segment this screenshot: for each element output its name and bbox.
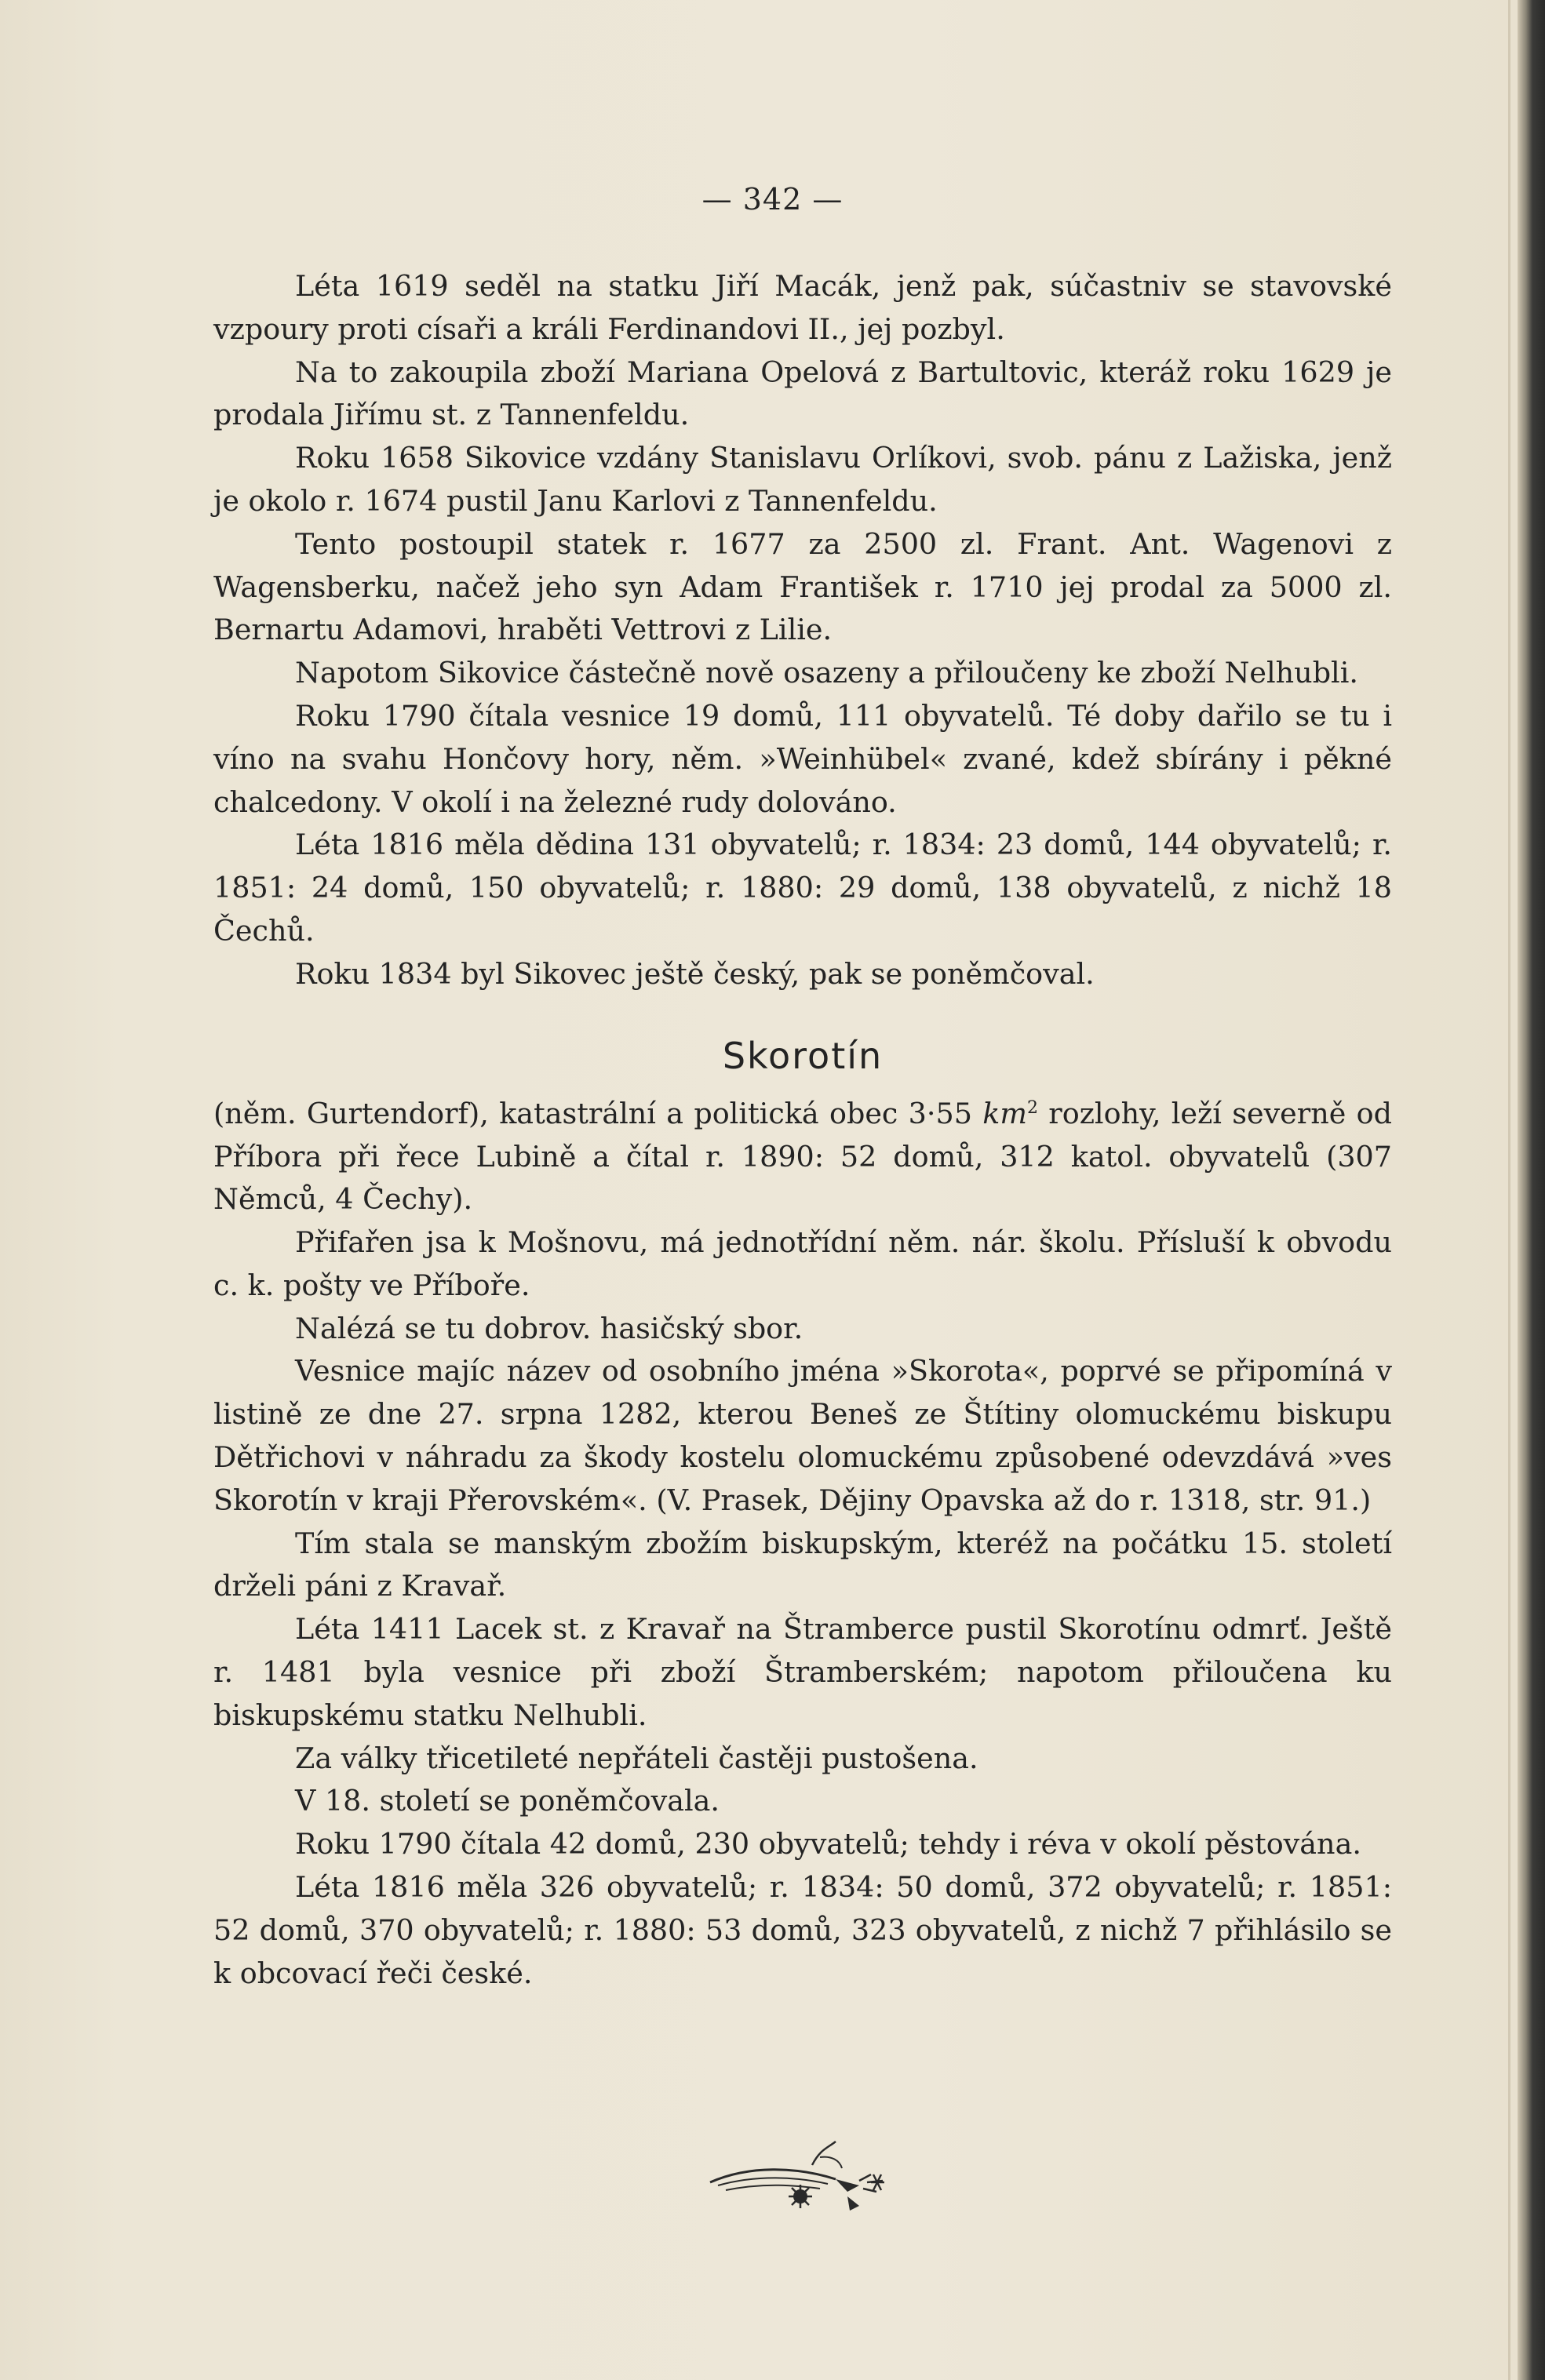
paragraph: Tento postoupil statek r. 1677 za 2500 zl. Frant. Ant. Wagenovi z Wagensberku, načež jeho syn Adam František r. 1710 jej prodal za 5000 zl. Bernartu Adamovi, hraběti Vettrovi z Lilie. [213, 526, 1392, 647]
paragraph: Nalézá se tu dobrov. hasičský sbor. [295, 1311, 803, 1345]
page-edge [1508, 0, 1510, 2380]
paragraph: Léta 1816 měla 326 obyvatelů; r. 1834: 50 domů, 372 obyvatelů; r. 1851: 52 domů, 370 obyvatelů; r. 1880: 53 domů, 323 obyvatelů, z nichž 7 přihlásilo se k obcovací řeči české. [213, 1870, 1392, 1990]
paragraph: Přifařen jsa k Mošnovu, má jednotřídní něm. nár. školu. Přísluší k obvodu c. k. pošty ve Příboře. [213, 1225, 1392, 1302]
paragraph: Léta 1411 Lacek st. z Kravař na Štramberce pustil Skorotínu odmrť. Ještě r. 1481 byla vesnice při zboží Štramberském; napotom přiloučena ku biskupskému statku Nelhubli. [213, 1612, 1392, 1732]
paragraph: Tím stala se manským zbožím biskupským, kteréž na počátku 15. století drželi páni z Kravař. [213, 1526, 1392, 1603]
floral-ornament-icon [702, 2134, 906, 2220]
page-body [213, 265, 1392, 1995]
section-intro [213, 1087, 1392, 1222]
paragraph: Za války třicetileté nepřáteli častěji pustošena. [295, 1741, 978, 1775]
section-heading: Skorotín [722, 1034, 884, 1077]
paragraph: Vesnice majíc název od osobního jména »Skorota«, poprvé se připomíná v listině ze dne 27. srpna 1282, kterou Beneš ze Štítiny olomuckému biskupu Dětřichovi v náhradu za škody kostelu olomuckému způsobené odevzdává »ves Skorotín v kraji Přerovském«. (V. Prasek, Dějiny Opavska až do r. 1318, str. 91.) [213, 1354, 1392, 1517]
intro-text-start: (něm. Gurtendorf), katastrální a politická obec 3·55 [213, 1096, 983, 1130]
area-unit-exponent: 2 [1026, 1097, 1038, 1118]
page-number: — 342 — [701, 182, 844, 217]
paragraph: Roku 1834 byl Sikovec ještě český, pak se poněmčoval. [295, 956, 1095, 991]
paragraph: Roku 1790 čítala 42 domů, 230 obyvatelů; tehdy i réva v okolí pěstována. [295, 1827, 1361, 1861]
paragraph: Léta 1619 seděl na statku Jiří Macák, jenž pak, súčastniv se stavovské vzpoury proti císaři a králi Ferdinandovi II., jej pozbyl. [213, 269, 1392, 346]
intro-text-end: rozlohy, leží severně od Příbora při řece Lubině a čítal r. 1890: 52 domů, 312 katol. obyvatelů (307 Němců, 4 Čechy). [213, 1096, 1392, 1217]
area-unit: km [982, 1096, 1027, 1130]
paragraph: Na to zakoupila zboží Mariana Opelová z Bartultovic, kteráž roku 1629 je prodala Jiřímu st. z Tannenfeldu. [213, 355, 1392, 432]
paragraph: Napotom Sikovice částečně nově osazeny a přiloučeny ke zboží Nelhubli. [295, 656, 1359, 690]
paragraph: Roku 1790 čítala vesnice 19 domů, 111 obyvatelů. Té doby dařilo se tu i víno na svahu Hončovy hory, něm. »Weinhübel« zvané, kdež sbírány i pěkné chalcedony. V okolí i na železné rudy dolováno. [213, 698, 1392, 819]
paragraph: Léta 1816 měla dědina 131 obyvatelů; r. 1834: 23 domů, 144 obyvatelů; r. 1851: 24 domů, 150 obyvatelů; r. 1880: 29 domů, 138 obyvatelů, z nichž 18 Čechů. [213, 828, 1392, 948]
paragraph: V 18. století se poněmčovala. [295, 1784, 720, 1818]
book-spine [1518, 0, 1545, 2380]
paragraph: Roku 1658 Sikovice vzdány Stanislavu Orlíkovi, svob. pánu z Lažiska, jenž je okolo r. 1674 pustil Janu Karlovi z Tannenfeldu. [213, 441, 1392, 518]
